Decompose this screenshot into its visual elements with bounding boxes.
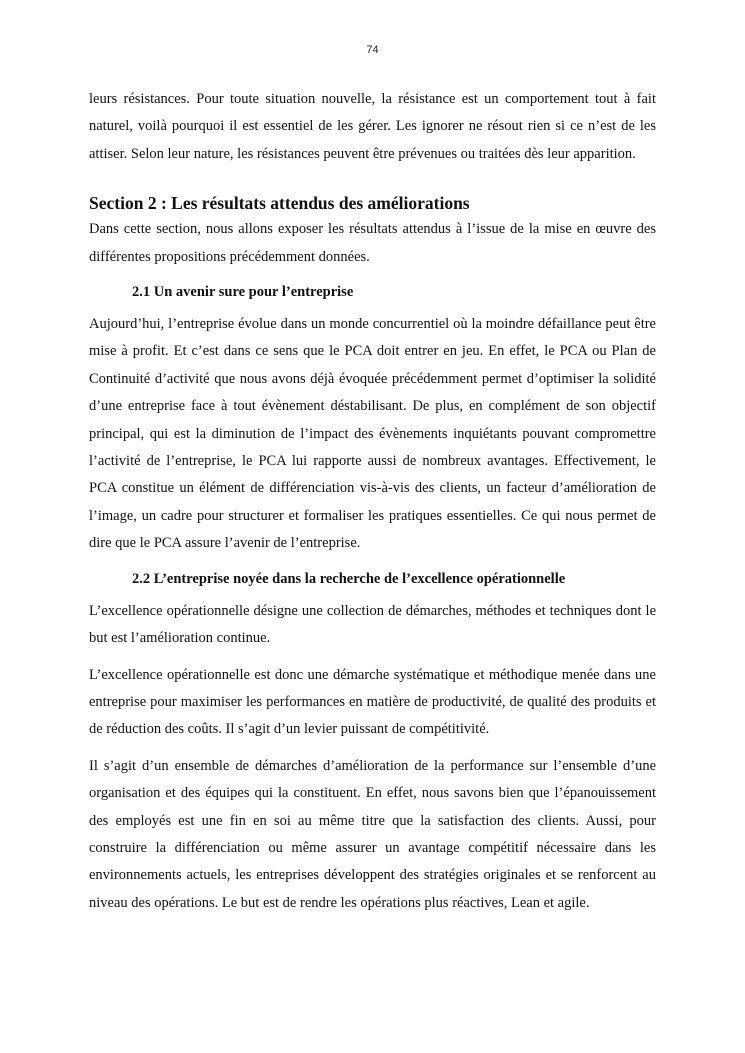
subsection-2-title: 2.2 L’entreprise noyée dans la recherche de l’excellence opérationnelle — [132, 570, 566, 587]
subsection-2-paragraph-3: Il s’agit d’un ensemble de démarches d’amélioration de la performance sur l’ensemble d’une organisation et des équipes qui la constituent. En effet, nous savons bien que l’épanouissement des employés est une fin en soi au même titre que la satisfaction des clients. Aussi, pour construire la différenciation ou même assurer un avantage compétitif nécessaire dans les environnements actuels, les entreprises développent des stratégies originales et se renforcent au niveau des opérations. Le but est de rendre les opérations plus réactives, Lean et agile. — [89, 757, 656, 911]
subsection-2-paragraph-1: L’excellence opérationnelle désigne une collection de démarches, méthodes et techniques dont le but est l’amélioration continue. — [89, 602, 656, 647]
section-title: Section 2 : Les résultats attendus des améliorations — [89, 193, 470, 214]
subsection-1-paragraph: Aujourd’hui, l’entreprise évolue dans un monde concurrentiel où la moindre défaillance peut être mise à profit. Et c’est dans ce sens que le PCA doit entrer en jeu. En effet, le PCA ou Plan de Continuité d’activité que nous avons déjà évoquée précédemment permet d’optimiser la solidité d’une entreprise face à tout évènement déstabilisant. De plus, en complément de son objectif principal, qui est la diminution de l’impact des évènements inquiétants pouvant compromettre l’activité de l’entreprise, le PCA lui rapporte aussi de nombreux avantages. Effectivement, le PCA constitue un élément de différenciation vis-à-vis des clients, un facteur d’amélioration de l’image, un cadre pour structurer et formaliser les pratiques essentielles. Ce qui nous permet de dire que le PCA assure l’avenir de l’entreprise. — [89, 316, 656, 552]
intro-paragraph: leurs résistances. Pour toute situation nouvelle, la résistance est un comportement tout à fait naturel, voilà pourquoi il est essentiel de les gérer. Les ignorer ne résout rien si ce n’est de les attiser. Selon leur nature, les résistances peuvent être prévenues ou traitées dès leur apparition. — [89, 91, 656, 162]
section-intro-paragraph: Dans cette section, nous allons exposer les résultats attendus à l’issue de la mise en œuvre des différentes propositions précédemment données. — [89, 221, 656, 265]
subsection-1-title: 2.1 Un avenir sure pour l’entreprise — [132, 284, 354, 301]
page-number: 74 — [366, 44, 379, 56]
subsection-2-paragraph-2: L’excellence opérationnelle est donc une démarche systématique et méthodique menée dans une entreprise pour maximiser les performances en matière de productivité, de qualité des produits et de réduction des coûts. Il s’agit d’un levier puissant de compétitivité. — [89, 666, 656, 738]
document-body — [89, 86, 656, 917]
